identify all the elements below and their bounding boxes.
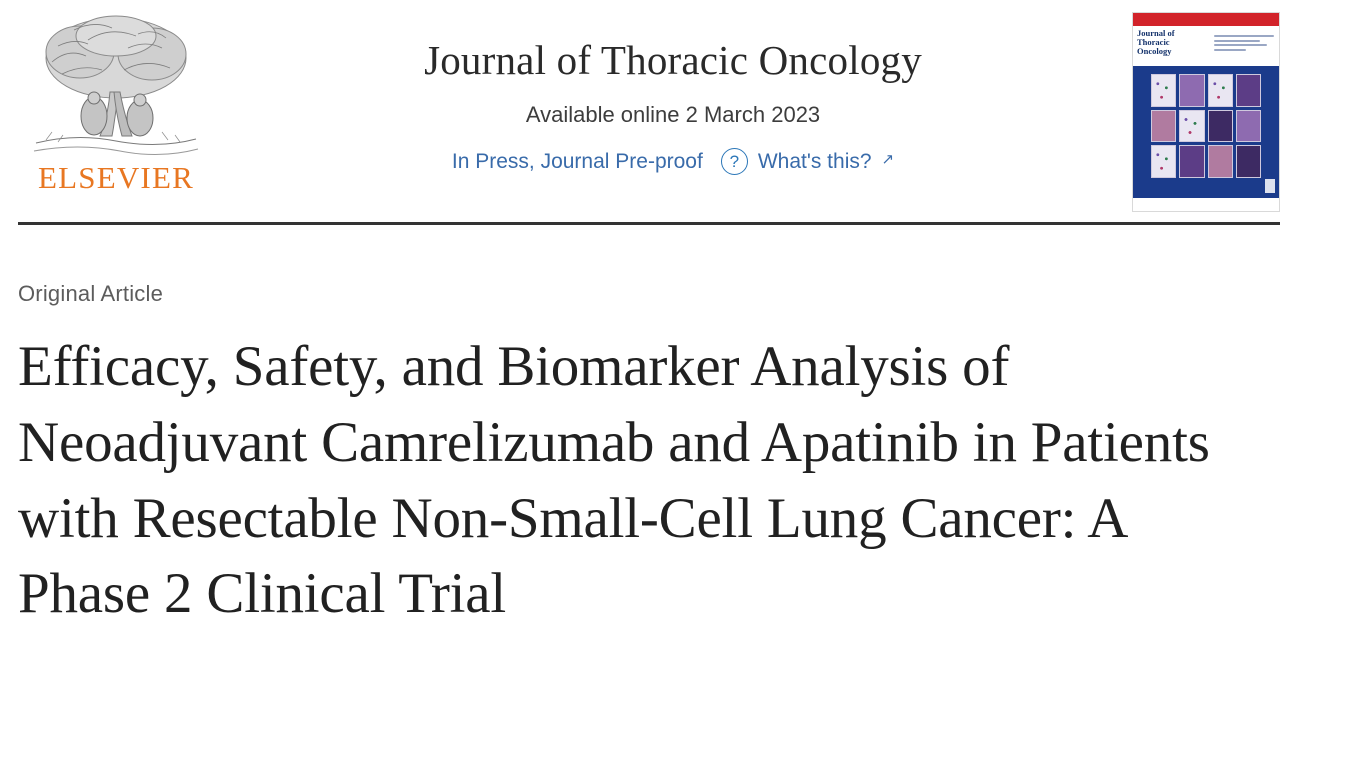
whats-this-link[interactable] (721, 148, 894, 175)
article-block (0, 225, 1350, 632)
press-status-label: In Press, Journal Pre-proof (451, 149, 703, 173)
cover-society-logo-icon (1214, 35, 1274, 55)
publisher-name: ELSEVIER (38, 160, 194, 195)
cover-journal-line-2: Thoracic (1137, 36, 1170, 47)
whats-this-label: What's this? (757, 149, 872, 173)
journal-cover-thumbnail[interactable] (1132, 12, 1280, 212)
publisher-logo-block (18, 8, 214, 193)
question-mark-icon: ? (721, 148, 748, 175)
article-type-label: Original Article (18, 281, 164, 306)
cover-barcode-mark (1265, 179, 1275, 193)
cover-journal-line-1: Journal of (1137, 28, 1175, 38)
page-right-margin (1280, 0, 1350, 760)
cover-top-band (1133, 13, 1279, 26)
page-title: Efficacy, Safety, and Biomarker Analysis of Neoadjuvant Camrelizumab and Apatinib in Patients with Resectable Non-Small-Cell Lung Cancer: A Phase 2 Clinical Trial (18, 335, 1210, 626)
cover-journal-line-3: Oncology (1137, 45, 1172, 56)
journal-info-block (214, 8, 1132, 175)
elsevier-tree-logo-icon (28, 12, 204, 160)
journal-masthead (0, 0, 1350, 212)
press-status-row (214, 148, 1132, 175)
cover-micrograph-grid (1151, 74, 1261, 178)
journal-title: Journal of Thoracic Oncology (424, 37, 922, 83)
cover-journal-name (1137, 29, 1199, 56)
cover-artwork (1133, 66, 1279, 198)
external-link-arrow-icon: ↗ (881, 150, 895, 168)
cover-header-band (1133, 26, 1279, 66)
availability-date: Available online 2 March 2023 (525, 102, 821, 128)
